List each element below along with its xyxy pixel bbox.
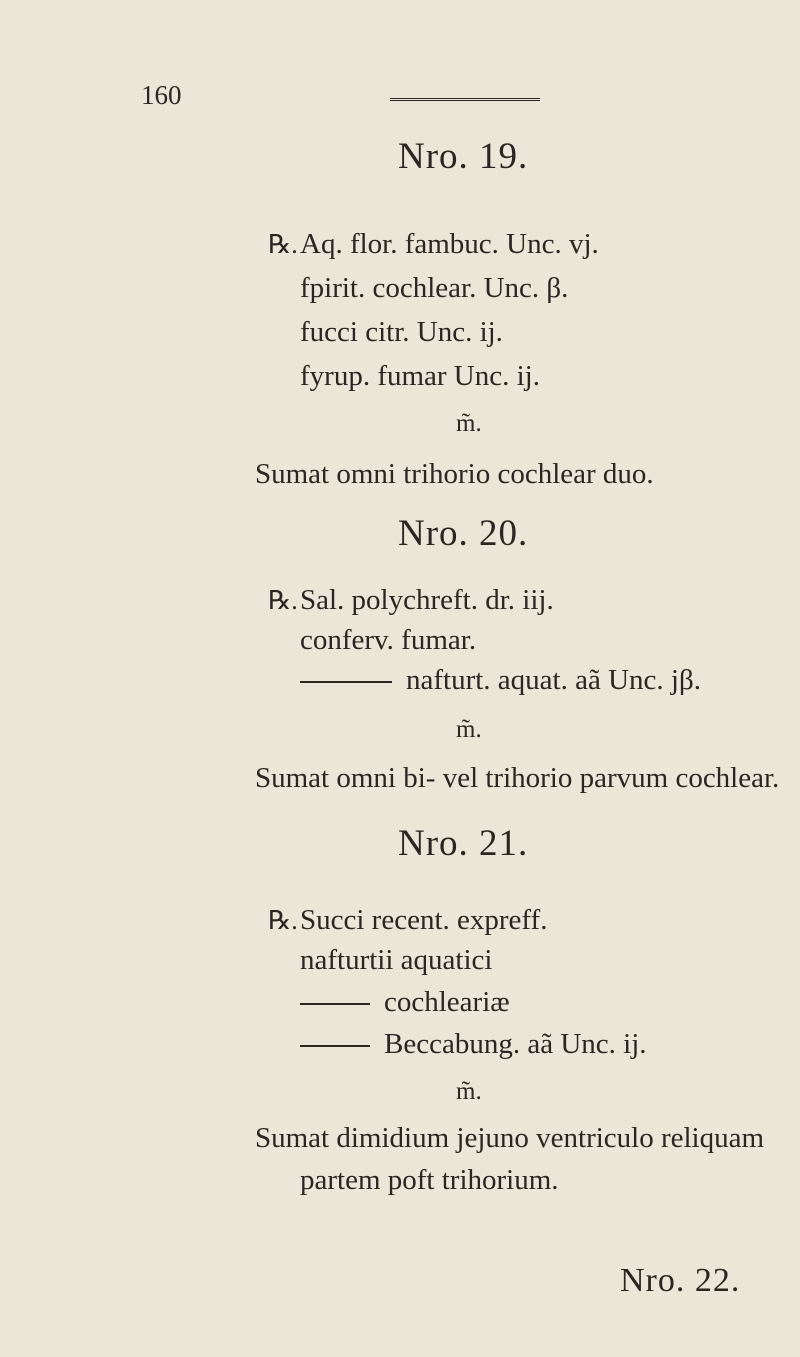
misce-mark: m̃. bbox=[456, 1078, 482, 1105]
recipe-heading-20: Nro. 20. bbox=[398, 513, 529, 554]
recipe-line bbox=[300, 664, 701, 697]
recipe-line bbox=[268, 904, 547, 937]
page-number: 160 bbox=[141, 80, 182, 110]
dosage-instruction: Sumat omni bi- vel trihorio parvum cochlear. bbox=[255, 762, 780, 794]
recipe-heading-21: Nro. 21. bbox=[398, 823, 529, 864]
catchword: Nro. 22. bbox=[620, 1262, 741, 1299]
dosage-instruction: Sumat omni trihorio cochlear duo. bbox=[255, 458, 654, 490]
ditto-dash bbox=[300, 1045, 370, 1047]
misce-mark: m̃. bbox=[456, 410, 482, 437]
ditto-dash bbox=[300, 1003, 370, 1005]
recipe-line bbox=[268, 228, 599, 261]
ingredient-line: Succi recent. expreff. bbox=[300, 904, 548, 936]
recipe-line bbox=[300, 986, 510, 1019]
ingredient-line: Beccabung. aã Unc. ij. bbox=[384, 1028, 647, 1060]
misce-mark: m̃. bbox=[456, 716, 482, 743]
dosage-instruction: partem poft trihorium. bbox=[300, 1164, 559, 1196]
recipe-symbol-icon: ℞. bbox=[268, 586, 298, 615]
ingredient-line: Sal. polychreft. dr. iij. bbox=[300, 584, 554, 616]
ingredient-line: fpirit. cochlear. Unc. β. bbox=[300, 272, 569, 304]
recipe-heading-19: Nro. 19. bbox=[398, 136, 529, 177]
recipe-line bbox=[268, 584, 554, 617]
recipe-symbol-icon: ℞. bbox=[268, 230, 298, 259]
recipe-line bbox=[300, 1028, 647, 1061]
ingredient-line: Aq. flor. fambuc. Unc. vj. bbox=[300, 228, 599, 260]
ingredient-line: conferv. fumar. bbox=[300, 624, 477, 656]
header-rule bbox=[390, 98, 540, 101]
recipe-symbol-icon: ℞. bbox=[268, 906, 298, 935]
ingredient-line: cochleariæ bbox=[384, 986, 510, 1018]
ingredient-line: fucci citr. Unc. ij. bbox=[300, 316, 503, 348]
ingredient-line: fyrup. fumar Unc. ij. bbox=[300, 360, 540, 392]
ingredient-line: nafturt. aquat. aã Unc. jβ. bbox=[406, 664, 701, 696]
dosage-instruction: Sumat dimidium jejuno ventriculo reliquam bbox=[255, 1122, 765, 1154]
ingredient-line: nafturtii aquatici bbox=[300, 944, 493, 976]
ditto-dash bbox=[300, 681, 392, 683]
